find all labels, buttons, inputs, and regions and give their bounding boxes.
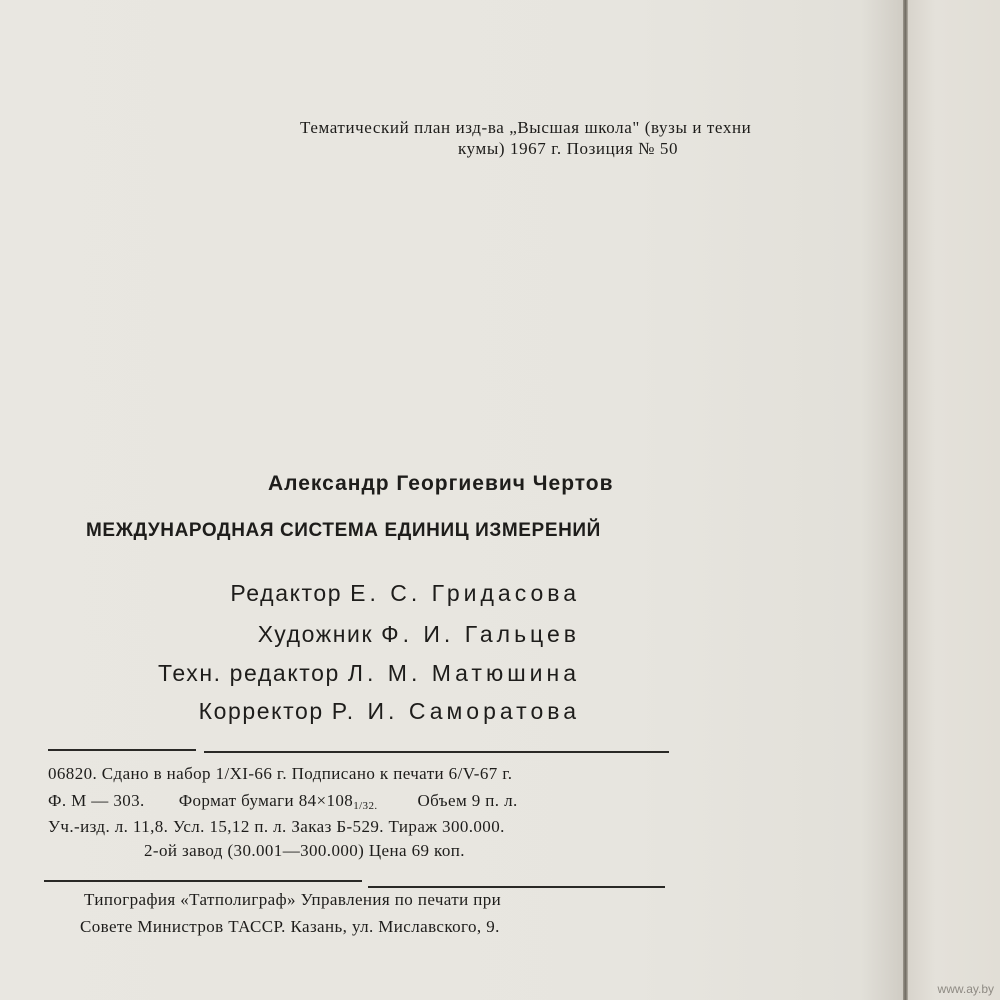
imprint-line-1: 06820. Сдано в набор 1/XI-66 г. Подписано к печати 6/V-67 г. [48,764,513,783]
divider-rule [44,880,362,882]
thematic-plan-line-1: Тематический план изд-ва „Высшая школа" (вузы и техни [300,118,752,137]
credit-tech-editor [158,660,580,687]
credit-role: Редактор [230,580,343,606]
imprint-form-number: Ф. М — 303. [48,791,145,810]
imprint-line-3: Уч.-изд. л. 11,8. Усл. 15,12 п. л. Заказ Б-529. Тираж 300.000. [48,817,505,836]
thematic-plan-line-2: кумы) 1967 г. Позиция № 50 [458,139,679,158]
credit-artist [258,621,580,648]
credit-person: Р. И. Самoратова [331,698,580,724]
book-title: МЕЖДУНАРОДНАЯ СИСТЕМА ЕДИНИЦ ИЗМЕРЕНИЙ [86,520,601,541]
credit-person: Л. М. Матюшина [347,660,580,686]
divider-rule [204,751,669,753]
adjacent-page [908,0,1000,1000]
credit-role: Художник [257,621,374,647]
imprint-paper-fraction: 1/32. [353,800,378,812]
printer-line-2: Совете Министров ТАССР. Казань, ул. Миславского, 9. [80,917,500,936]
author-name: Александр Георгиевич Чертов [268,472,614,495]
imprint-paper-format: Формат бумаги 84×108 [178,791,354,810]
watermark: www.ay.by [937,982,994,996]
credit-editor [230,580,580,607]
credit-person: Е. С. Гридасова [350,580,580,606]
credit-role: Техн. редактор [158,660,340,686]
printer-line-1: Типография «Татполиграф» Управления по печати при [84,890,502,909]
divider-rule [48,749,196,751]
imprint-line-4: 2-ой завод (30.001—300.000) Цена 69 коп. [144,841,465,860]
credit-proofreader [199,698,580,725]
divider-rule [368,886,665,888]
credit-role: Корректор [198,698,324,724]
imprint-line-2 [48,791,518,812]
imprint-volume: Объем 9 п. л. [417,791,518,810]
credit-person: Ф. И. Гальцев [381,621,580,647]
